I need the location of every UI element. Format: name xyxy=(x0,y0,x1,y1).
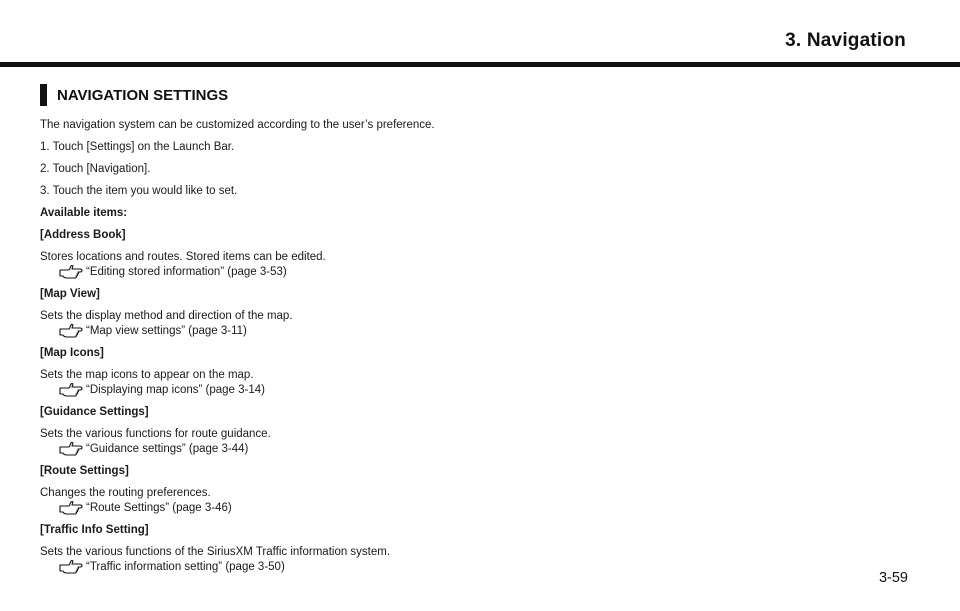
item-title: [Route Settings] xyxy=(40,465,129,477)
pointing-hand-icon xyxy=(59,265,83,279)
item-ref[interactable] xyxy=(40,265,740,279)
item-ref-text: “Displaying map icons” (page 3-14) xyxy=(86,384,265,396)
top-rule xyxy=(0,62,960,67)
item-title: [Address Book] xyxy=(40,229,126,241)
intro-text: The navigation system can be customized according to the user’s preference. xyxy=(40,119,435,131)
item-title: [Guidance Settings] xyxy=(40,406,149,418)
content xyxy=(40,118,740,582)
section-heading xyxy=(40,84,228,106)
item-address-book xyxy=(40,228,740,279)
chapter-title: 3. Navigation xyxy=(785,30,906,51)
item-map-icons xyxy=(40,346,740,397)
item-ref[interactable] xyxy=(40,560,740,574)
item-desc: Sets the various functions of the SiriusXM Traffic information system. xyxy=(40,546,391,558)
item-desc: Changes the routing preferences. xyxy=(40,487,211,499)
pointing-hand-icon xyxy=(59,324,83,338)
item-desc: Stores locations and routes. Stored items can be edited. xyxy=(40,251,326,263)
step-1: 1. Touch [Settings] on the Launch Bar. xyxy=(40,141,235,153)
item-title: [Map Icons] xyxy=(40,347,104,359)
item-map-view xyxy=(40,287,740,338)
item-ref[interactable] xyxy=(40,501,740,515)
item-ref-text: “Map view settings” (page 3-11) xyxy=(86,325,247,337)
item-ref[interactable] xyxy=(40,442,740,456)
item-ref-text: “Traffic information setting” (page 3-50) xyxy=(86,561,285,573)
page-number: 3-59 xyxy=(878,570,908,586)
item-traffic-info-setting xyxy=(40,523,740,574)
item-title: [Traffic Info Setting] xyxy=(40,524,149,536)
step-3: 3. Touch the item you would like to set. xyxy=(40,185,238,197)
item-ref[interactable] xyxy=(40,383,740,397)
step-2: 2. Touch [Navigation]. xyxy=(40,163,151,175)
item-ref-text: “Guidance settings” (page 3-44) xyxy=(86,443,249,455)
item-ref-text: “Editing stored information” (page 3-53) xyxy=(86,266,287,278)
item-guidance-settings xyxy=(40,405,740,456)
item-desc: Sets the display method and direction of the map. xyxy=(40,310,293,322)
item-desc: Sets the various functions for route guidance. xyxy=(40,428,271,440)
item-route-settings xyxy=(40,464,740,515)
pointing-hand-icon xyxy=(59,442,83,456)
available-items-label: Available items: xyxy=(40,207,128,219)
pointing-hand-icon xyxy=(59,560,83,574)
item-ref[interactable] xyxy=(40,324,740,338)
item-title: [Map View] xyxy=(40,288,100,300)
section-heading-text: NAVIGATION SETTINGS xyxy=(57,86,229,104)
pointing-hand-icon xyxy=(59,501,83,515)
item-desc: Sets the map icons to appear on the map. xyxy=(40,369,254,381)
heading-bar xyxy=(40,84,47,106)
pointing-hand-icon xyxy=(59,383,83,397)
item-ref-text: “Route Settings” (page 3-46) xyxy=(86,502,232,514)
